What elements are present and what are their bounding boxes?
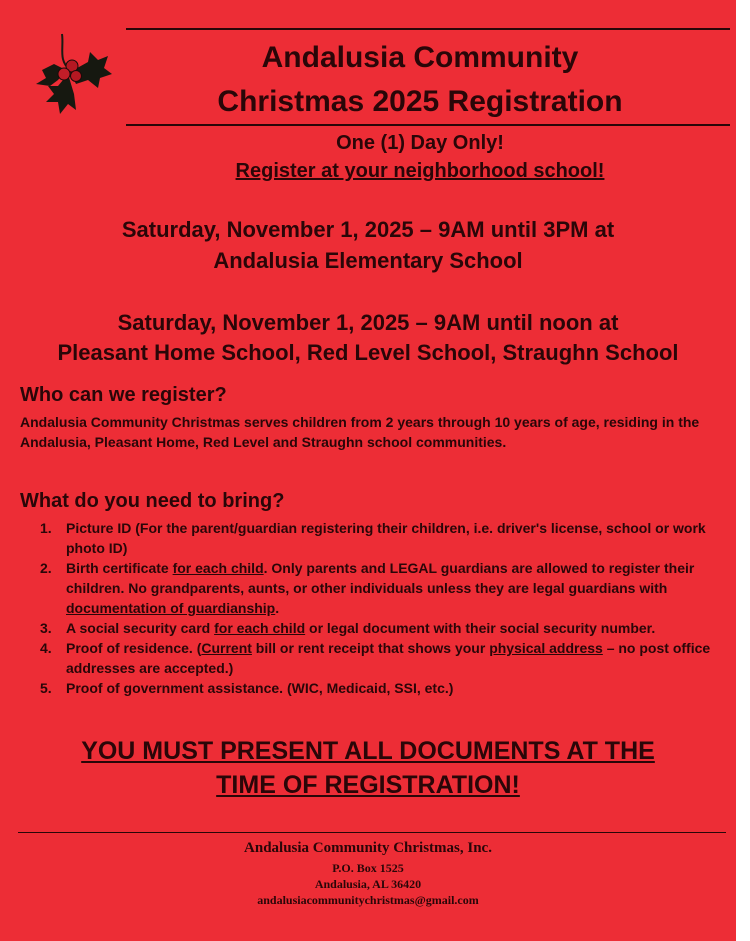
bring-list bbox=[40, 518, 730, 698]
register-at-school: Register at your neighborhood school! bbox=[235, 160, 605, 182]
list-number: 4. bbox=[40, 640, 52, 656]
footer-email[interactable]: andalusiacommunitychristmas@gmail.com bbox=[257, 893, 479, 907]
underlined-text: for each child bbox=[214, 620, 306, 636]
footer-rule bbox=[18, 832, 726, 833]
bring-heading: What do you need to bring? bbox=[20, 490, 285, 512]
footer-po-box: P.O. Box 1525 bbox=[332, 861, 404, 875]
top-rule bbox=[126, 28, 730, 30]
date-line-1a: Saturday, November 1, 2025 – 9AM until 3PM at bbox=[121, 217, 615, 242]
who-text: Andalusia Community Christmas serves children from 2 years through 10 years of age, residing in the Andalusia, Pleasant Home, Red Level and Straughn school communities. bbox=[20, 414, 700, 450]
list-item bbox=[40, 558, 730, 618]
list-number: 5. bbox=[40, 680, 52, 696]
list-text: – no post office addresses are accepted.) bbox=[66, 640, 711, 676]
list-number: 1. bbox=[40, 520, 52, 536]
must-present-line2 bbox=[0, 768, 736, 802]
footer-city: Andalusia, AL 36420 bbox=[314, 877, 422, 891]
must-present-text-2: TIME OF REGISTRATION! bbox=[216, 771, 520, 799]
who-heading: Who can we register? bbox=[20, 384, 227, 406]
list-item bbox=[40, 678, 730, 698]
list-text: A social security card bbox=[66, 620, 215, 636]
list-number: 2. bbox=[40, 560, 52, 576]
must-present-text-1: YOU MUST PRESENT ALL DOCUMENTS AT THE bbox=[81, 737, 655, 765]
holly-icon bbox=[28, 30, 112, 120]
flyer-title-line1: Andalusia Community bbox=[261, 41, 579, 74]
list-item bbox=[40, 618, 730, 638]
underlined-text: documentation of guardianship bbox=[66, 600, 276, 616]
underlined-text: for each child bbox=[172, 560, 264, 576]
date-line-1b: Andalusia Elementary School bbox=[213, 248, 523, 273]
footer-org: Andalusia Community Christmas, Inc. bbox=[244, 840, 492, 856]
date-line-2b: Pleasant Home School, Red Level School, Straughn School bbox=[57, 340, 679, 365]
one-day-only: One (1) Day Only! bbox=[336, 132, 504, 154]
list-text: . Only parents and LEGAL guardians are allowed to register their children. No grandparents, aunts, or other individuals unless they are legal guardians with bbox=[66, 560, 695, 596]
list-text: Proof of residence. ( bbox=[66, 640, 202, 656]
list-text: bill or rent receipt that shows your bbox=[251, 640, 490, 656]
list-number: 3. bbox=[40, 620, 52, 636]
date-line-2a: Saturday, November 1, 2025 – 9AM until noon at bbox=[117, 310, 619, 335]
flyer-title-line2: Christmas 2025 Registration bbox=[217, 85, 623, 118]
list-text: . bbox=[275, 600, 280, 616]
title-rule bbox=[126, 124, 730, 126]
list-text: Birth certificate bbox=[66, 560, 173, 576]
must-present-line1 bbox=[0, 734, 736, 768]
list-item bbox=[40, 638, 730, 678]
list-text: or legal document with their social security number. bbox=[305, 620, 656, 636]
underlined-text: Current bbox=[201, 640, 252, 656]
list-item bbox=[40, 518, 730, 558]
list-text: Picture ID (For the parent/guardian registering their children, i.e. driver's license, school or work photo ID) bbox=[66, 520, 706, 556]
underlined-text: physical address bbox=[489, 640, 603, 656]
list-text: Proof of government assistance. (WIC, Medicaid, SSI, etc.) bbox=[66, 680, 454, 696]
